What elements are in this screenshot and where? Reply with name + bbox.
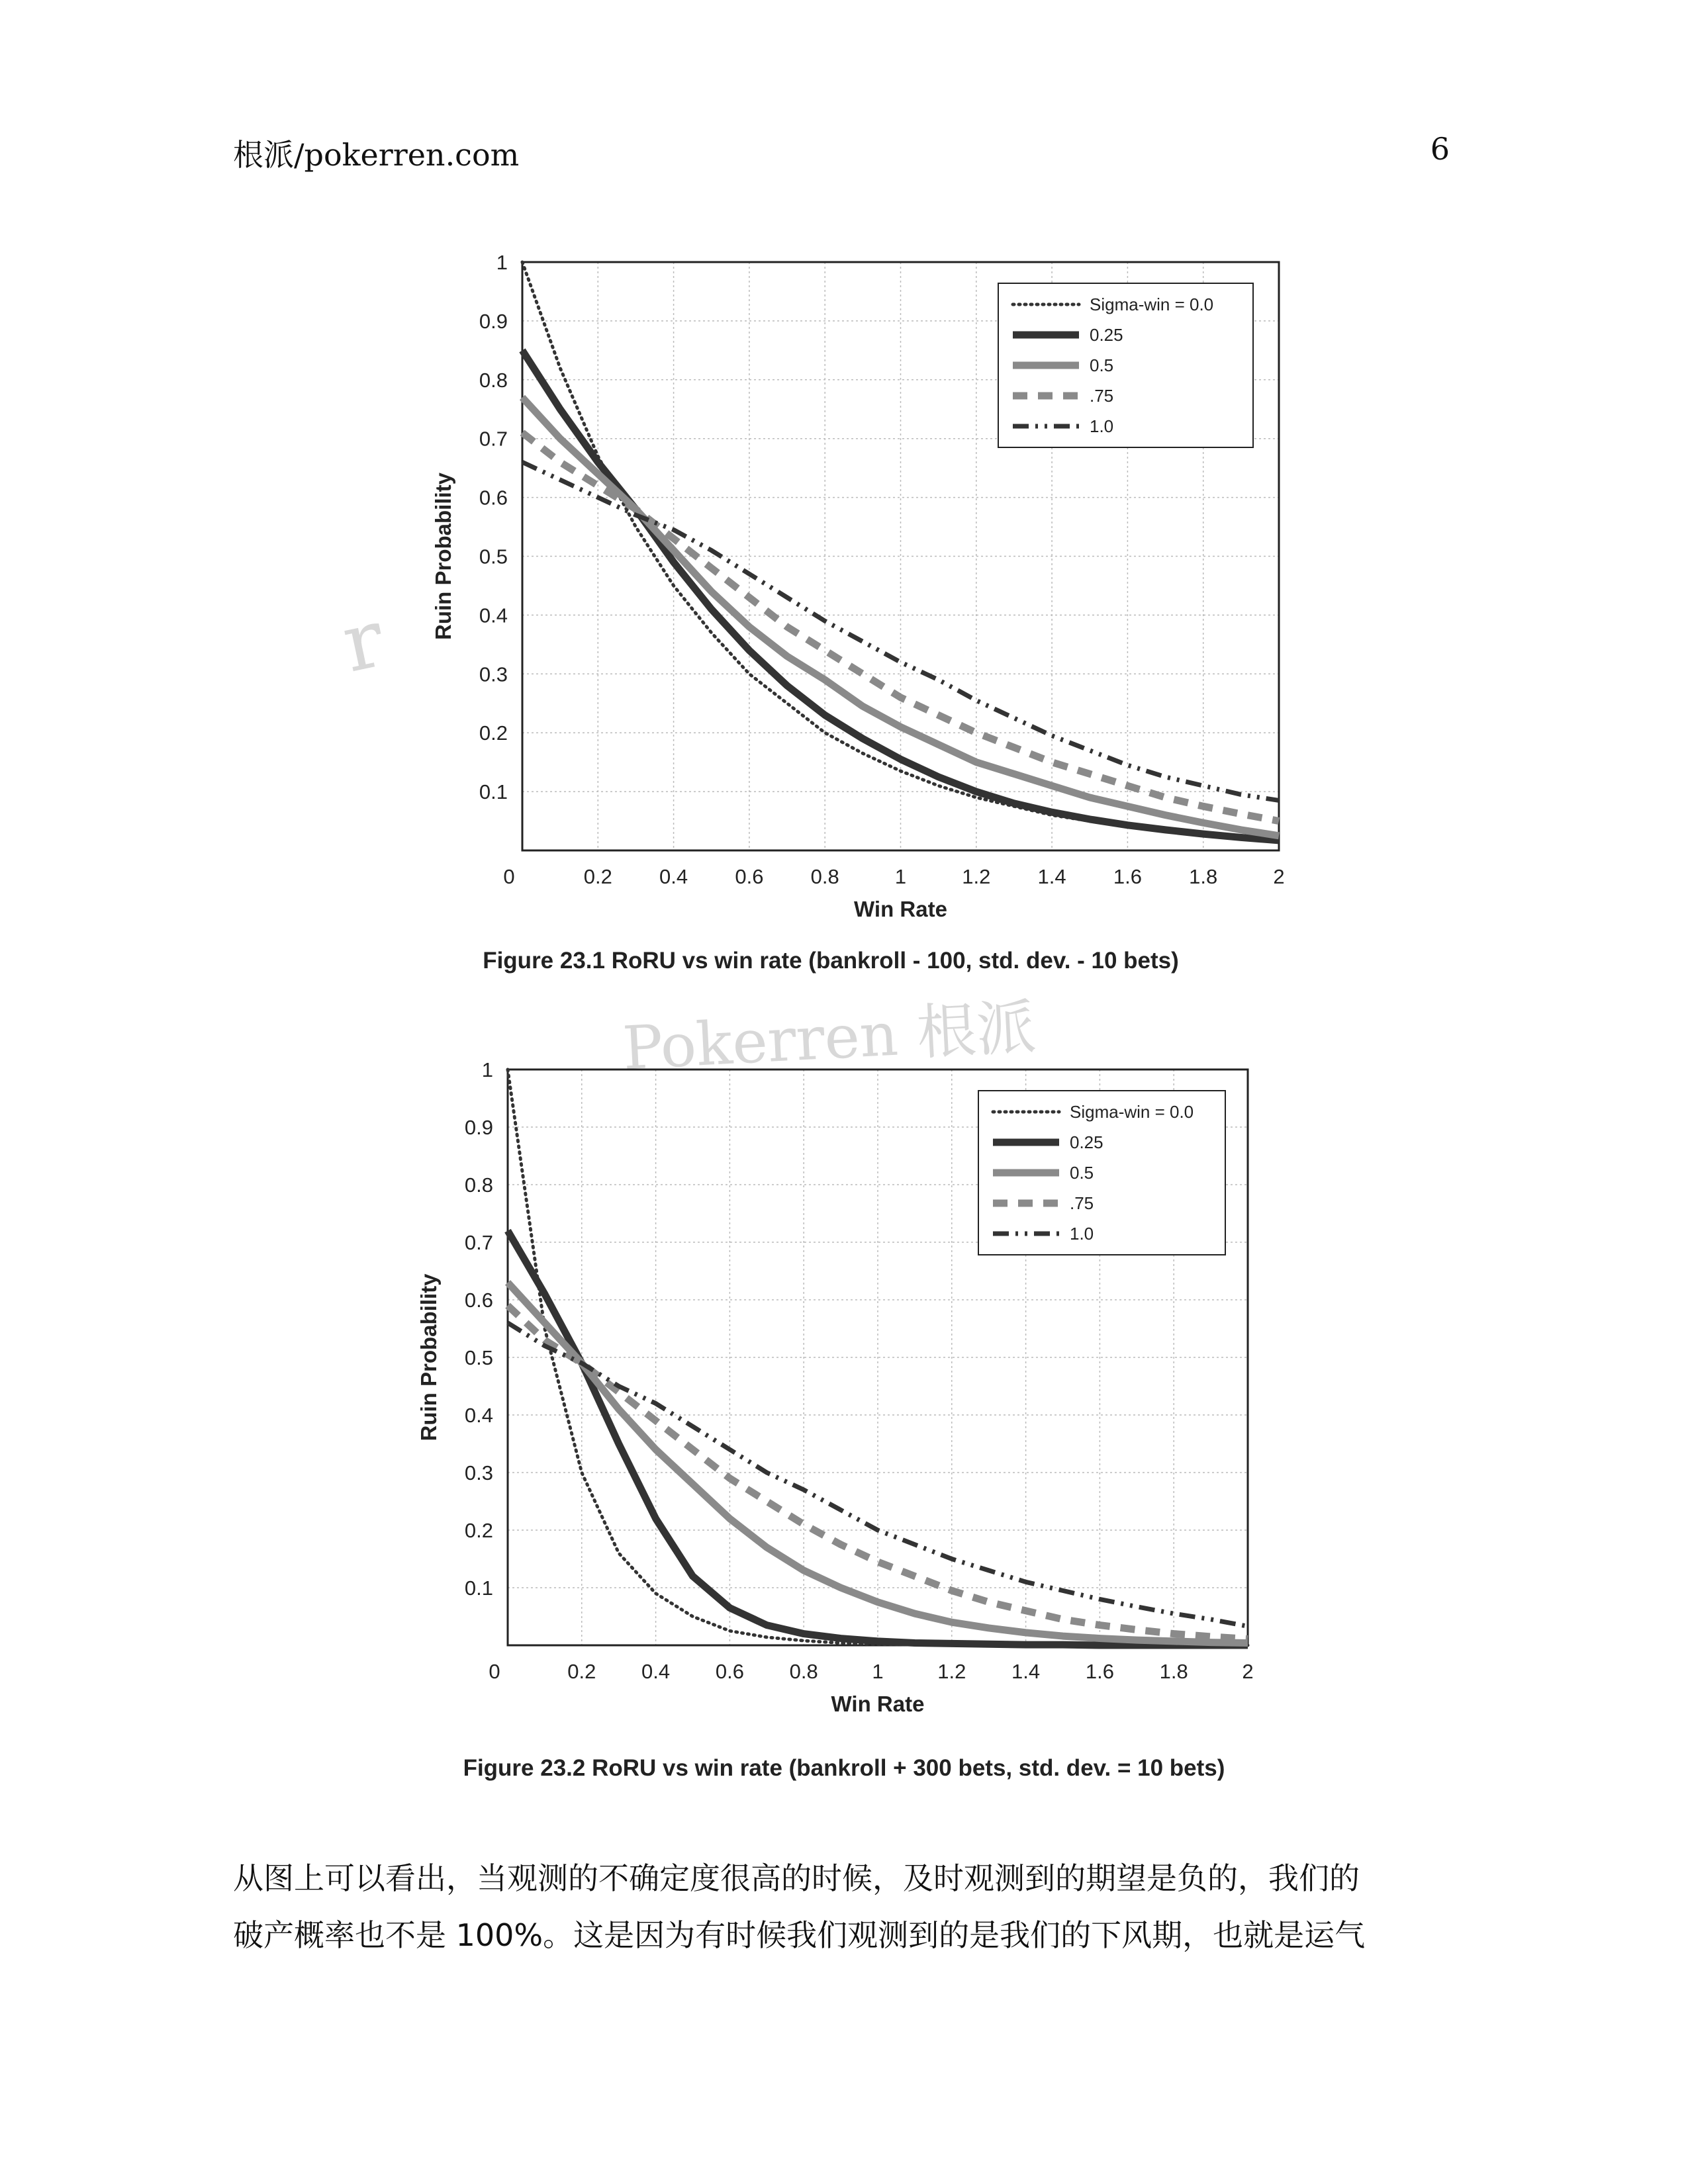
y-tick-label: 0.8 xyxy=(464,1173,493,1197)
y-tick-label: 1 xyxy=(481,1058,493,1081)
y-tick-label: 0.8 xyxy=(479,368,508,392)
y-tick-label: 0.6 xyxy=(464,1289,493,1312)
y-tick-label: 0.6 xyxy=(479,486,508,510)
x-tick-label: 0 xyxy=(489,1660,500,1683)
x-tick-label: 1.2 xyxy=(962,865,991,888)
x-axis-label: Win Rate xyxy=(831,1692,925,1716)
y-tick-label: 0.5 xyxy=(479,545,508,569)
legend-label-2: 0.5 xyxy=(1090,355,1114,375)
x-tick-label: 1.8 xyxy=(1159,1660,1188,1683)
x-tick-label: 1 xyxy=(894,865,907,888)
legend-label-4: 1.0 xyxy=(1090,416,1114,436)
legend-label-0: Sigma-win = 0.0 xyxy=(1090,295,1214,314)
x-tick-label: 2 xyxy=(1242,1660,1254,1683)
x-tick-label: 0.8 xyxy=(789,1660,818,1683)
y-tick-label: 0.3 xyxy=(464,1461,493,1484)
y-tick-label: 1 xyxy=(496,251,508,274)
y-tick-label: 0.7 xyxy=(464,1231,493,1254)
y-tick-label: 0.2 xyxy=(464,1519,493,1542)
x-tick-label: 0.6 xyxy=(735,865,764,888)
watermark-left: r xyxy=(335,592,392,691)
y-tick-label: 0.1 xyxy=(464,1576,493,1600)
figure-23-1-caption: Figure 23.1 RoRU vs win rate (bankroll - 100, std. dev. - 10 bets) xyxy=(483,948,1179,974)
x-tick-label: 1 xyxy=(872,1660,884,1683)
legend-label-4: 1.0 xyxy=(1070,1224,1094,1244)
x-tick-label: 1.2 xyxy=(937,1660,966,1683)
legend-label-0: Sigma-win = 0.0 xyxy=(1070,1102,1194,1122)
x-tick-label: 0.4 xyxy=(659,865,688,888)
x-tick-label: 0.2 xyxy=(583,865,612,888)
body-paragraph xyxy=(233,1850,1458,1964)
x-tick-label: 0.6 xyxy=(715,1660,744,1683)
x-tick-label: 0.8 xyxy=(810,865,839,888)
x-tick-label: 2 xyxy=(1273,865,1285,888)
y-tick-label: 0.7 xyxy=(479,427,508,451)
y-tick-label: 0.9 xyxy=(479,309,508,333)
x-tick-label: 0.4 xyxy=(641,1660,671,1683)
figure-23-1-chart xyxy=(0,245,1688,986)
figure-23-2-svg xyxy=(0,1052,1688,1794)
y-tick-label: 0.3 xyxy=(479,662,508,686)
y-tick-label: 0.5 xyxy=(464,1346,493,1369)
y-axis-label: Ruin Probability xyxy=(431,472,455,641)
body-line-1: 从图上可以看出，当观测的不确定度很高的时候，及时观测到的期望是负的，我们的 xyxy=(233,1860,1360,1896)
y-tick-label: 0.4 xyxy=(479,604,508,627)
page-number: 6 xyxy=(1430,131,1450,167)
y-tick-label: 0.2 xyxy=(479,721,508,745)
x-tick-label: 0 xyxy=(503,865,515,888)
x-axis-label: Win Rate xyxy=(854,897,947,921)
figure-23-1-svg xyxy=(0,245,1688,986)
legend-label-3: .75 xyxy=(1090,386,1114,406)
legend-label-1: 0.25 xyxy=(1090,325,1123,345)
y-tick-label: 0.4 xyxy=(464,1404,493,1427)
x-tick-label: 1.4 xyxy=(1037,865,1066,888)
legend-label-3: .75 xyxy=(1070,1193,1094,1213)
x-tick-label: 1.4 xyxy=(1011,1660,1041,1683)
figure-23-2-caption: Figure 23.2 RoRU vs win rate (bankroll + 300 bets, std. dev. = 10 bets) xyxy=(463,1755,1225,1781)
legend-label-2: 0.5 xyxy=(1070,1163,1094,1183)
x-tick-label: 1.8 xyxy=(1189,865,1218,888)
y-tick-label: 0.1 xyxy=(479,780,508,804)
page-header-site: 根派/pokerren.com xyxy=(233,137,520,173)
x-tick-label: 1.6 xyxy=(1113,865,1142,888)
legend-label-1: 0.25 xyxy=(1070,1132,1103,1152)
body-line-2: 破产概率也不是 100%。这是因为有时候我们观测到的是我们的下风期，也就是运气 xyxy=(233,1917,1366,1953)
y-axis-label: Ruin Probability xyxy=(416,1273,441,1441)
figure-23-2-chart xyxy=(0,1052,1688,1794)
watermark-middle: Pokerren 根派 xyxy=(621,992,1038,1084)
x-tick-label: 0.2 xyxy=(567,1660,596,1683)
y-tick-label: 0.9 xyxy=(464,1116,493,1139)
x-tick-label: 1.6 xyxy=(1085,1660,1114,1683)
